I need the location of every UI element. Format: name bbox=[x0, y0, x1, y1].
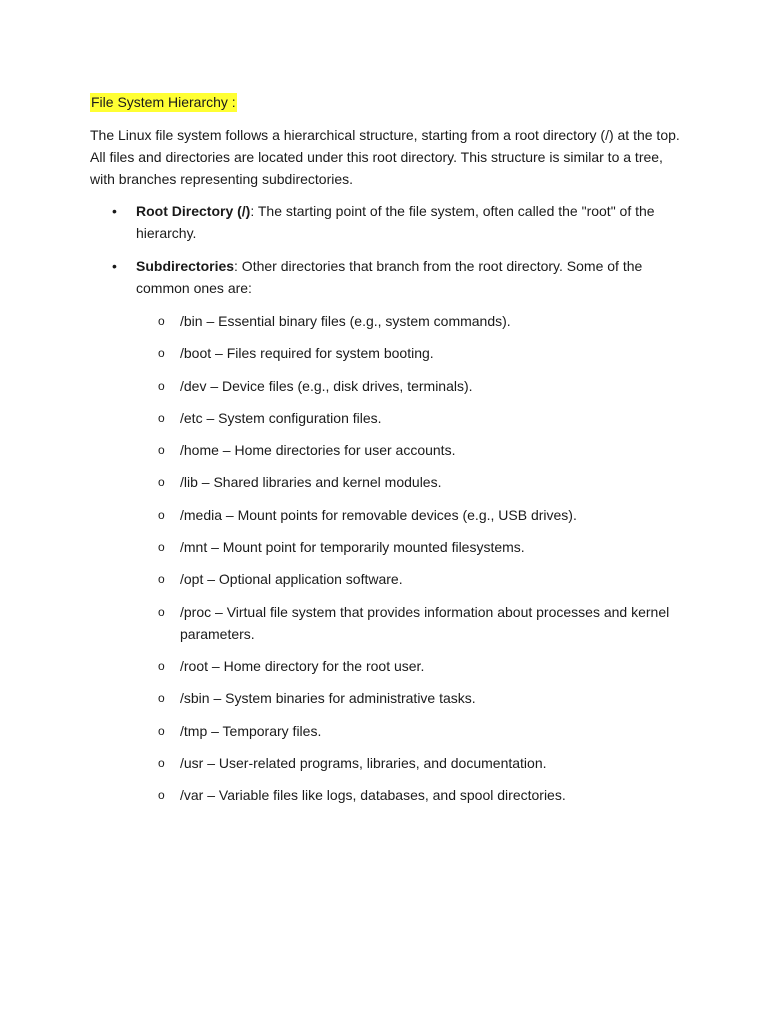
bullet-term: Subdirectories bbox=[136, 258, 235, 274]
bullet-term: Root Directory (/) bbox=[136, 203, 251, 219]
list-item bbox=[90, 504, 682, 526]
list-item-text: /sbin – System binaries for administrative tasks. bbox=[180, 690, 476, 707]
list-item-text: /media – Mount points for removable devices (e.g., USB drives). bbox=[180, 506, 577, 523]
sub-bullet-circle: o bbox=[158, 540, 165, 555]
sub-bullet-circle: o bbox=[158, 572, 165, 587]
list-item-text: /lib – Shared libraries and kernel modules. bbox=[180, 474, 442, 491]
sub-bullet-circle: o bbox=[158, 443, 165, 458]
list-item bbox=[90, 568, 682, 590]
list-item bbox=[90, 375, 682, 397]
list-item bbox=[90, 536, 682, 558]
sub-bullet-circle: o bbox=[158, 475, 165, 490]
list-item-text: /dev – Device files (e.g., disk drives, terminals). bbox=[180, 377, 473, 394]
sub-bullet-circle: o bbox=[158, 410, 165, 425]
list-item bbox=[90, 310, 682, 332]
list-item-text: /tmp – Temporary files. bbox=[180, 722, 322, 739]
sub-bullet-circle: o bbox=[158, 314, 165, 328]
sub-bullet-circle: o bbox=[158, 691, 165, 706]
sub-bullet-circle: o bbox=[158, 755, 165, 770]
list-item bbox=[90, 687, 682, 709]
bullet-dot: • bbox=[112, 258, 117, 274]
list-item bbox=[90, 342, 682, 364]
list-item bbox=[90, 720, 682, 742]
list-item-text: /var – Variable files like logs, databases, and spool directories. bbox=[180, 787, 566, 804]
list-item-text: /usr – User-related programs, libraries, and documentation. bbox=[180, 754, 547, 771]
list-item-text: /home – Home directories for user accounts. bbox=[180, 442, 456, 459]
sub-bullet-circle: o bbox=[158, 604, 165, 619]
list-item bbox=[90, 439, 682, 461]
sub-bullet-circle: o bbox=[158, 378, 165, 393]
list-item-text: /boot – Files required for system booting. bbox=[180, 345, 434, 362]
bullet-item-root-directory bbox=[90, 200, 682, 244]
list-item bbox=[90, 752, 682, 774]
list-item bbox=[90, 601, 682, 645]
sub-bullet-circle: o bbox=[158, 658, 165, 673]
subdirectory-list bbox=[136, 310, 682, 806]
list-item-text: /bin – Essential binary files (e.g., system commands). bbox=[180, 313, 511, 329]
bullet-item-subdirectories bbox=[90, 255, 682, 806]
bullet-text: : The starting point of the file system, often called the "root" of the hierarchy. bbox=[136, 203, 655, 241]
bullet-text: : Other directories that branch from the root directory. Some of the common ones are: bbox=[136, 258, 643, 296]
sub-bullet-circle: o bbox=[158, 723, 165, 738]
list-item-text: /root – Home directory for the root user. bbox=[180, 657, 425, 674]
list-item-text: /etc – System configuration files. bbox=[180, 409, 382, 426]
sub-bullet-circle: o bbox=[158, 788, 165, 803]
list-item bbox=[90, 784, 682, 806]
sub-bullet-circle: o bbox=[158, 346, 165, 361]
list-item bbox=[90, 407, 682, 429]
bullet-dot: • bbox=[112, 203, 117, 219]
list-item bbox=[90, 655, 682, 677]
sub-bullet-circle: o bbox=[158, 507, 165, 522]
list-item-text: /mnt – Mount point for temporarily mounted filesystems. bbox=[180, 539, 525, 556]
intro-paragraph: The Linux file system follows a hierarchical structure, starting from a root directory (/) at the top. All files and directories are located under this root directory. This structure is similar to a tree, with branches representing subdirectories. bbox=[90, 127, 680, 187]
list-item-text: /proc – Virtual file system that provides information about processes and kernel parameters. bbox=[180, 603, 670, 642]
heading-highlight: File System Hierarchy : bbox=[91, 94, 236, 110]
section-heading bbox=[90, 93, 237, 111]
list-item-text: /opt – Optional application software. bbox=[180, 571, 403, 588]
list-item bbox=[90, 471, 682, 493]
bullet-list bbox=[90, 200, 682, 817]
